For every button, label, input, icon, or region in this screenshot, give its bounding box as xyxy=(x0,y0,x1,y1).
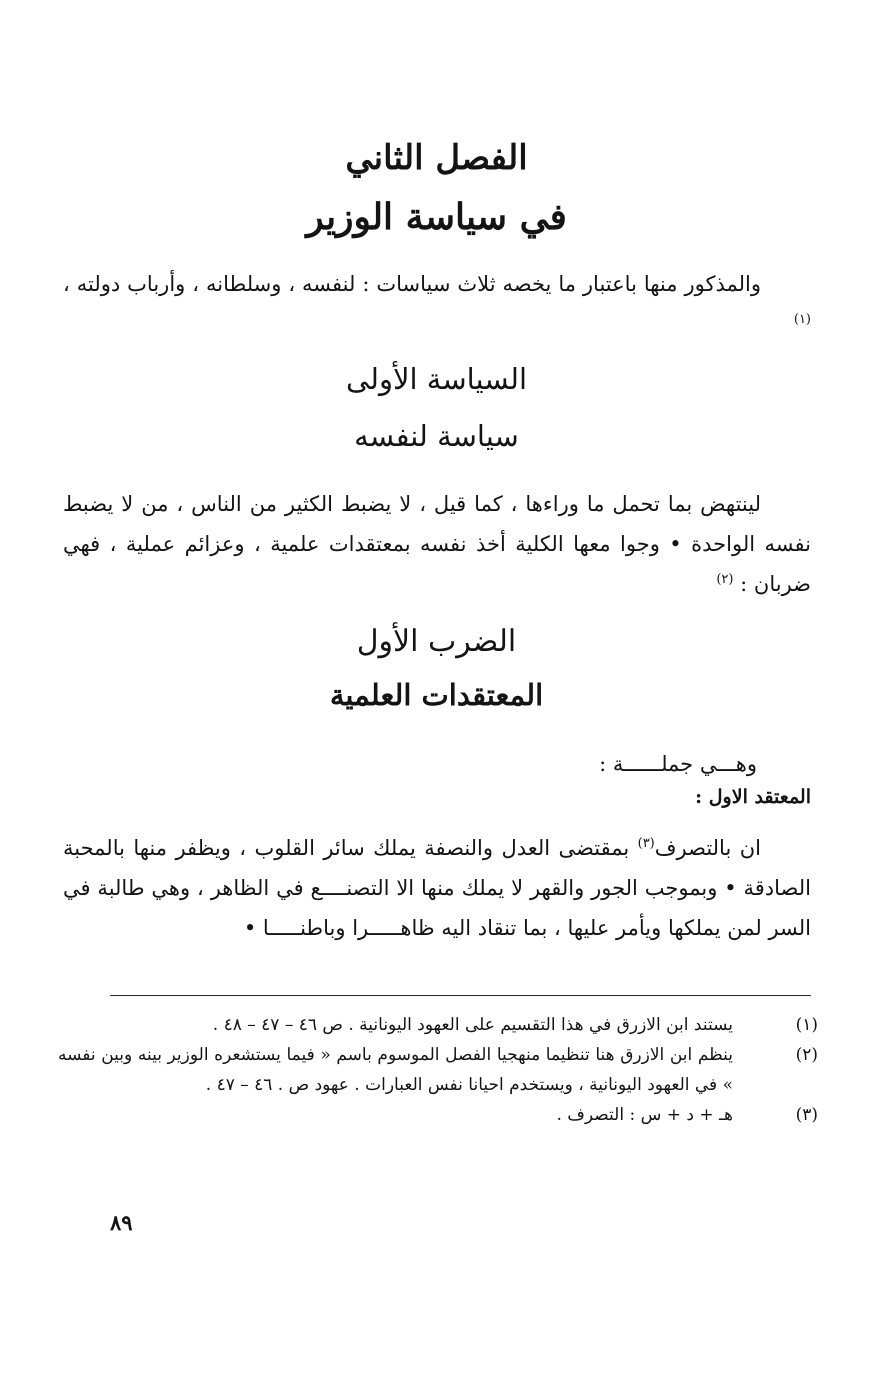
intro-paragraph xyxy=(63,264,811,344)
section-title: السياسة الأولى xyxy=(345,362,528,396)
chapter-subtitle: في سياسة الوزير xyxy=(306,196,567,238)
footnote-item xyxy=(58,1040,818,1100)
footnote-text: هـ + د + س : التصرف . xyxy=(556,1105,733,1125)
footnote-ref-1[interactable]: (١) xyxy=(793,312,811,327)
footnote-item xyxy=(58,1100,818,1130)
chapter-title: الفصل الثاني xyxy=(345,138,528,178)
page-number: ٨٩ xyxy=(110,1210,133,1235)
belief-text-start: ان بالتصرف xyxy=(654,836,761,860)
footnote-divider xyxy=(110,995,811,996)
belief-heading: المعتقد الاول : xyxy=(695,786,811,808)
kind-title: الضرب الأول xyxy=(356,624,517,659)
footnote-number: (٣) xyxy=(795,1105,818,1125)
footnote-text: يستند ابن الازرق في هذا التقسيم على العهود اليونانية . ص ٤٦ – ٤٧ – ٤٨ . xyxy=(212,1015,733,1035)
footnote-number: (١) xyxy=(795,1015,818,1035)
footnote-ref-3[interactable]: (٣) xyxy=(637,836,655,851)
list-intro: وهـــي جملــــــة : xyxy=(599,752,757,776)
belief-paragraph xyxy=(63,828,811,948)
section-subtitle: سياسة لنفسه xyxy=(354,419,519,453)
section-text: لينتهض بما تحمل ما وراءها ، كما قيل ، لا يضبط الكثير من الناس ، من لا يضبط نفسه الواحدة • وجوا معها الكلية أخذ نفسه بمعتقدات علمية ، وعزائم عملية ، فهي ضربان : xyxy=(63,492,811,596)
footnotes xyxy=(58,1010,818,1130)
footnote-number: (٢) xyxy=(795,1045,818,1065)
footnote-ref-2[interactable]: (٢) xyxy=(716,572,734,587)
intro-text: والمذكور منها باعتبار ما يخصه ثلاث سياسات : لنفسه ، وسلطانه ، وأرباب دولته ، xyxy=(63,272,761,296)
kind-subtitle: المعتقدات العلمية xyxy=(329,678,544,712)
belief-text-rest: بمقتضى العدل والنصفة يملك سائر القلوب ، ويظفر منها بالمحبة الصادقة • وبموجب الجور والقهر لا يملك منها الا التصنــــع في الظاهر ، وهي طالبة في السر لمن يملكها ويأمر عليها ، بما تنقاد اليه ظاهـــــرا وباطنـــــا • xyxy=(63,836,811,940)
section-paragraph xyxy=(63,484,811,604)
footnote-text: ينظم ابن الازرق هنا تنظيما منهجيا الفصل الموسوم باسم « فيما يستشعره الوزير بينه وبين نفسه » في العهود اليونانية ، ويستخدم احيانا نفس العبارات . عهود ص . ٤٦ – ٤٧ . xyxy=(58,1045,733,1095)
footnote-item xyxy=(58,1010,818,1040)
